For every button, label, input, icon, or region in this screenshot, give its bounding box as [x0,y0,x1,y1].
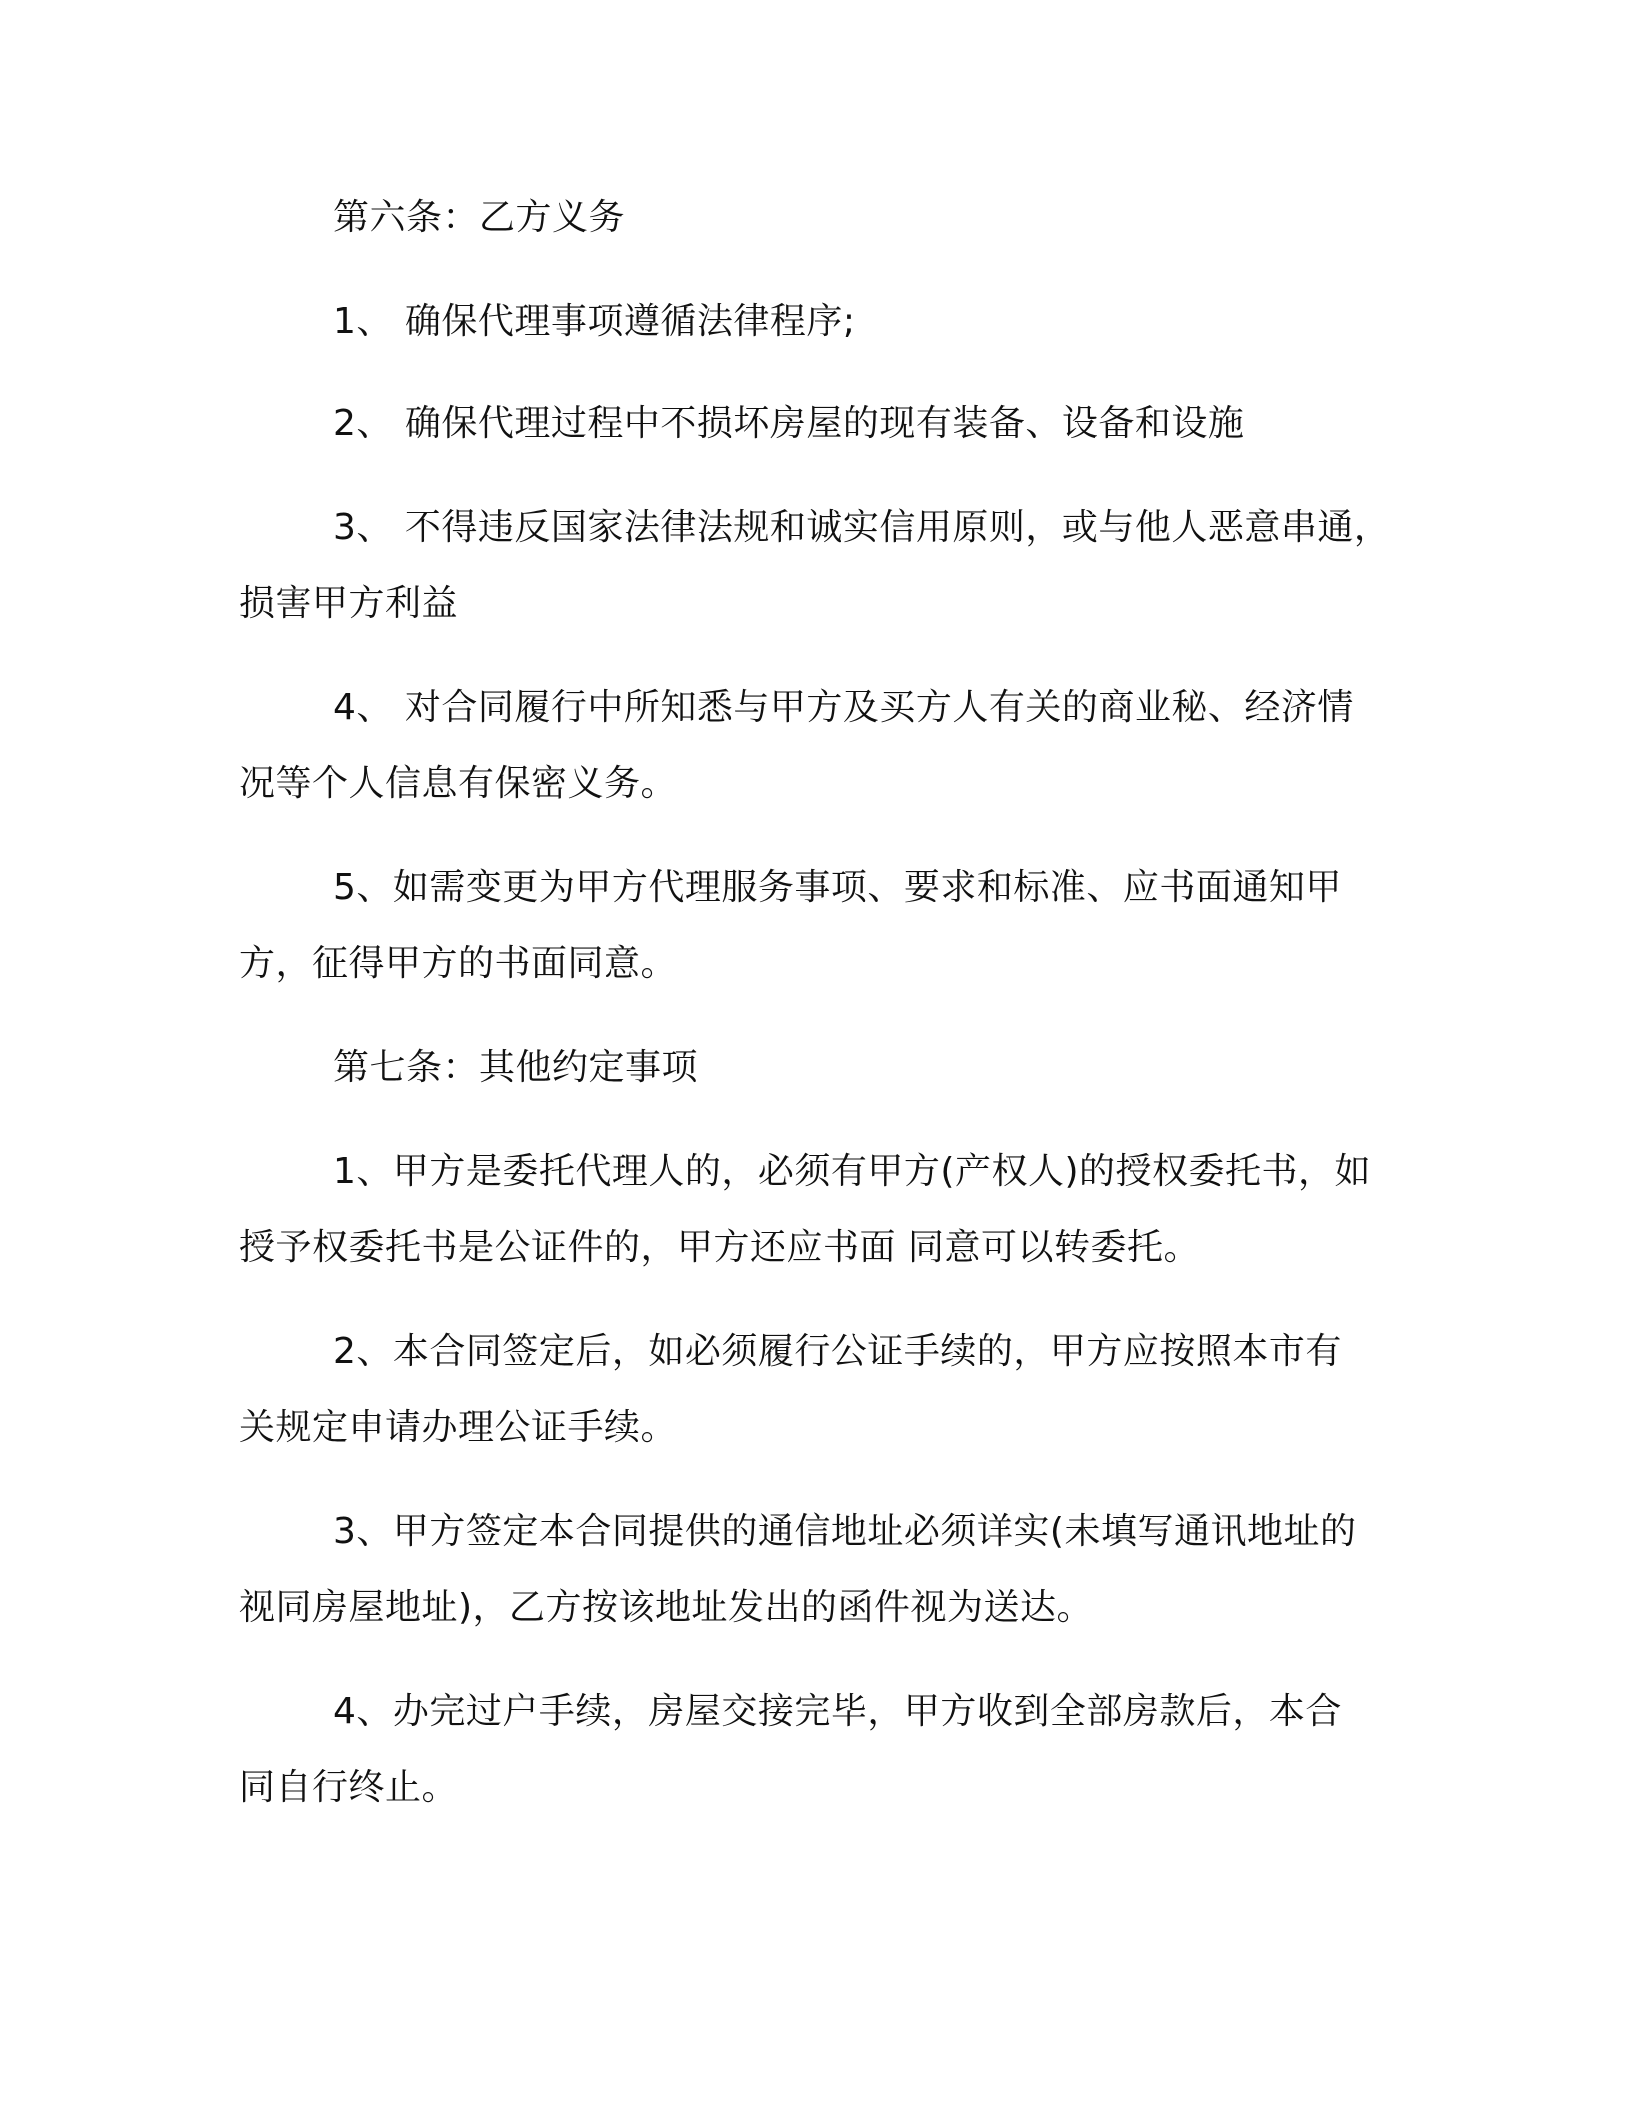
article-7-item-3-line-2: 视同房屋地址)，乙方按该地址发出的函件视为送达。 [239,1587,1094,1628]
article-6-item-1-line-1: 1、 确保代理事项遵循法律程序; [333,301,856,342]
article-7-item-1-line-1: 1、甲方是委托代理人的，必须有甲方(产权人)的授权委托书，如 [333,1151,1371,1192]
article-7-item-3-line-1: 3、甲方签定本合同提供的通信地址必须详实(未填写通讯地址的 [333,1511,1357,1552]
article-6-item-3-line-2: 损害甲方利益 [239,583,459,624]
article-7-item-2-line-2: 关规定申请办理公证手续。 [239,1407,678,1448]
article-6-item-4-line-1: 4、 对合同履行中所知悉与甲方及买方人有关的商业秘、经济情 [333,687,1354,728]
article-7-item-4-line-1: 4、办完过户手续，房屋交接完毕，甲方收到全部房款后，本合 [333,1691,1342,1732]
article-7-item-4-line-2: 同自行终止。 [239,1767,459,1808]
article-6-item-2-line-1: 2、 确保代理过程中不损坏房屋的现有装备、设备和设施 [333,403,1245,444]
article-6-heading: 第六条：乙方义务 [333,197,626,238]
article-7-item-1-line-2: 授予权委托书是公证件的，甲方还应书面 同意可以转委托。 [239,1227,1200,1268]
article-6-item-5-line-1: 5、如需变更为甲方代理服务事项、要求和标准、应书面通知甲 [333,867,1342,908]
article-6-item-4-line-2: 况等个人信息有保密义务。 [239,763,678,804]
article-7-item-2-line-1: 2、本合同签定后，如必须履行公证手续的，甲方应按照本市有 [333,1331,1342,1372]
article-6-item-5-line-2: 方，征得甲方的书面同意。 [239,943,678,984]
article-6-item-3-line-1: 3、 不得违反国家法律法规和诚实信用原则，或与他人恶意串通， [333,507,1391,548]
article-7-heading: 第七条：其他约定事项 [333,1047,699,1088]
